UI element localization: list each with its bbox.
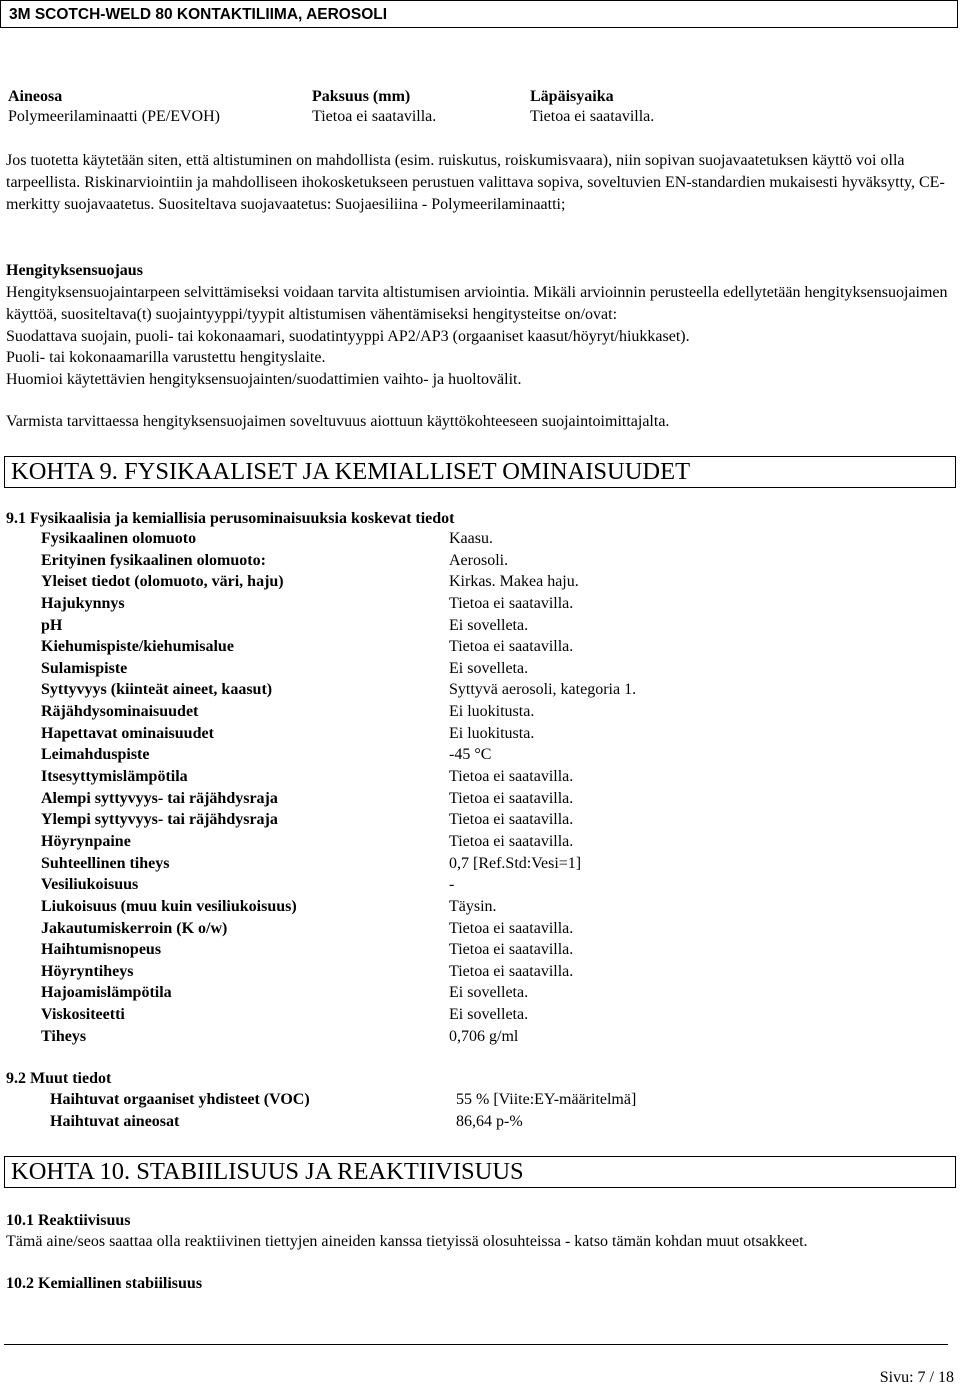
property-row (41, 528, 741, 550)
property-label: Hapettavat ominaisuudet (41, 724, 214, 742)
glove-table-header-breakthrough: Läpäisyaika (530, 88, 614, 105)
property-label: Syttyvyys (kiinteät aineet, kaasut) (41, 681, 273, 699)
property-row (41, 874, 741, 896)
property-value: Tietoa ei saatavilla. (449, 962, 574, 980)
property-value: Tietoa ei saatavilla. (449, 832, 574, 850)
property-row (41, 939, 741, 961)
property-label: Höyrynpaine (41, 832, 131, 850)
property-label: Liukoisuus (muu kuin vesiliukoisuus) (41, 897, 297, 915)
property-label: Jakautumiskerroin (K o/w) (41, 919, 228, 937)
section-9-title: KOHTA 9. FYSIKAALISET JA KEMIALLISET OMINAISUUDET (4, 456, 956, 488)
property-row (41, 701, 741, 723)
property-label: Alempi syttyvyys- tai räjähdysraja (41, 789, 278, 807)
property-value: Tietoa ei saatavilla. (449, 919, 574, 937)
property-value: Ei luokitusta. (449, 703, 535, 721)
respiratory-text-1: Hengityksensuojaintarpeen selvittämiseksi voidaan tarvita altistumisen arviointia. Mikäli arvioinnin perusteella edellytetään hengityksensuojaimen käyttöä, suositeltava(t) suojaintyyppi/tyypit altistumisen vähentämiseksi hengitysteitse on/ovat: (6, 284, 948, 323)
property-value: Kaasu. (449, 530, 493, 547)
property-value: Tietoa ei saatavilla. (449, 768, 574, 786)
property-label: Ylempi syttyvyys- tai räjähdysraja (41, 811, 278, 829)
property-value: 0,7 [Ref.Std:Vesi=1] (449, 854, 582, 872)
property-label: Hajoamislämpötila (41, 984, 172, 1002)
property-label: Viskositeetti (41, 1006, 125, 1024)
property-row (41, 679, 741, 701)
section-10-title: KOHTA 10. STABIILISUUS JA REAKTIIVISUUS (4, 1156, 956, 1188)
glove-table-header-thickness: Paksuus (mm) (312, 88, 411, 105)
respiratory-note: Varmista tarvittaessa hengityksensuojaimen soveltuvuus aiottuun käyttökohteeseen suojaintoimittajalta. (6, 413, 670, 430)
other-info-value: 86,64 p-% (456, 1113, 523, 1130)
property-value: Tietoa ei saatavilla. (449, 941, 574, 959)
property-value: Tietoa ei saatavilla. (449, 638, 574, 656)
property-label: Räjähdysominaisuudet (41, 703, 199, 721)
property-row (41, 658, 741, 680)
respiratory-text-4: Huomioi käytettävien hengityksensuojainten/suodattimien vaihto- ja huoltovälit. (6, 371, 522, 388)
property-value: Tietoa ei saatavilla. (449, 789, 574, 807)
other-info-row (50, 1089, 750, 1111)
other-info-list (50, 1089, 750, 1133)
property-value: Ei sovelleta. (449, 659, 529, 677)
property-row (41, 766, 741, 788)
property-row (41, 896, 741, 918)
footer-divider (4, 1344, 948, 1345)
property-row (41, 636, 741, 658)
property-value: Ei sovelleta. (449, 616, 529, 634)
property-row (41, 744, 741, 766)
property-value: Ei sovelleta. (449, 984, 529, 1002)
other-info-row (50, 1111, 750, 1133)
property-value: Tietoa ei saatavilla. (449, 811, 574, 829)
property-row (41, 961, 741, 983)
property-label: Höyryntiheys (41, 962, 134, 980)
property-value: 0,706 g/ml (449, 1027, 519, 1045)
property-label: Haihtumisnopeus (41, 941, 162, 959)
glove-table-cell-thickness: Tietoa ei saatavilla. (312, 108, 437, 125)
glove-table-cell-material: Polymeerilaminaatti (PE/EVOH) (8, 108, 220, 125)
section-9-2-title: 9.2 Muut tiedot (6, 1070, 112, 1087)
property-label: Hajukynnys (41, 594, 125, 612)
page-number: Sivu: 7 / 18 (879, 1369, 954, 1386)
property-value: -45 °C (449, 746, 492, 764)
property-row (41, 723, 741, 745)
property-value: Tietoa ei saatavilla. (449, 594, 574, 612)
respiratory-title: Hengityksensuojaus (6, 262, 143, 279)
property-label: Yleiset tiedot (olomuoto, väri, haju) (41, 573, 284, 591)
property-row (41, 809, 741, 831)
property-row (41, 550, 741, 572)
property-value: Täysin. (449, 897, 497, 915)
section-9-1-title: 9.1 Fysikaalisia ja kemiallisia perusominaisuuksia koskevat tiedot (6, 510, 455, 527)
property-value: Ei sovelleta. (449, 1006, 529, 1024)
property-value: Aerosoli. (449, 551, 509, 569)
property-label: Suhteellinen tiheys (41, 854, 170, 872)
property-row (41, 788, 741, 810)
respiratory-text-2: Suodattava suojain, puoli- tai kokonaamari, suodatintyyppi AP2/AP3 (orgaaniset kaasut/höyryt/hiukkaset). (6, 328, 690, 345)
property-row (41, 1004, 741, 1026)
protection-paragraph: Jos tuotetta käytetään siten, että altistuminen on mahdollista (esim. ruiskutus, roiskumisvaara), niin sopivan suojavaatetuksen käyttö voi olla tarpeellista. Riskinarviointiin ja mahdolliseen ihokosketukseen perustuen valittava sopiva, soveltuvien EN-standardien mukaisesti hyväksytty, CE-merkitty suojavaatetus. Suositeltava suojavaatetus: Suojaesiliina - Polymeerilaminaatti; (6, 152, 945, 213)
property-label: Vesiliukoisuus (41, 876, 139, 894)
property-label: Itsesyttymislämpötila (41, 768, 188, 786)
property-label: pH (41, 616, 63, 634)
property-list (41, 528, 741, 1047)
section-10-1-text: Tämä aine/seos saattaa olla reaktiivinen tiettyjen aineiden kanssa tietyissä olosuhteissa - katso tämän kohdan muut otsakkeet. (6, 1233, 808, 1250)
property-value: Ei luokitusta. (449, 724, 535, 742)
property-label: Leimahduspiste (41, 746, 150, 764)
property-row (41, 593, 741, 615)
property-value: Syttyvä aerosoli, kategoria 1. (449, 681, 637, 699)
property-row (41, 831, 741, 853)
other-info-label: Haihtuvat orgaaniset yhdisteet (VOC) (50, 1091, 310, 1108)
property-row (41, 918, 741, 940)
property-row (41, 853, 741, 875)
respiratory-text-3: Puoli- tai kokonaamarilla varustettu hengityslaite. (6, 349, 326, 366)
other-info-value: 55 % [Viite:EY-määritelmä] (456, 1091, 637, 1108)
section-10-1-title: 10.1 Reaktiivisuus (6, 1212, 131, 1229)
property-label: Tiheys (41, 1027, 87, 1045)
glove-table-cell-breakthrough: Tietoa ei saatavilla. (530, 108, 655, 125)
document-header: 3M SCOTCH-WELD 80 KONTAKTILIIMA, AEROSOLI (0, 0, 958, 28)
property-label: Fysikaalinen olomuoto (41, 530, 197, 547)
other-info-label: Haihtuvat aineosat (50, 1113, 180, 1130)
property-row (41, 1026, 741, 1048)
property-label: Kiehumispiste/kiehumisalue (41, 638, 234, 656)
property-label: Sulamispiste (41, 659, 128, 677)
property-value: Kirkas. Makea haju. (449, 573, 579, 591)
property-label: Erityinen fysikaalinen olomuoto: (41, 551, 266, 569)
property-row (41, 615, 741, 637)
glove-table-header-material: Aineosa (8, 88, 63, 105)
property-row (41, 571, 741, 593)
property-value: - (449, 876, 455, 894)
property-row (41, 982, 741, 1004)
section-10-2-title: 10.2 Kemiallinen stabiilisuus (6, 1275, 203, 1292)
